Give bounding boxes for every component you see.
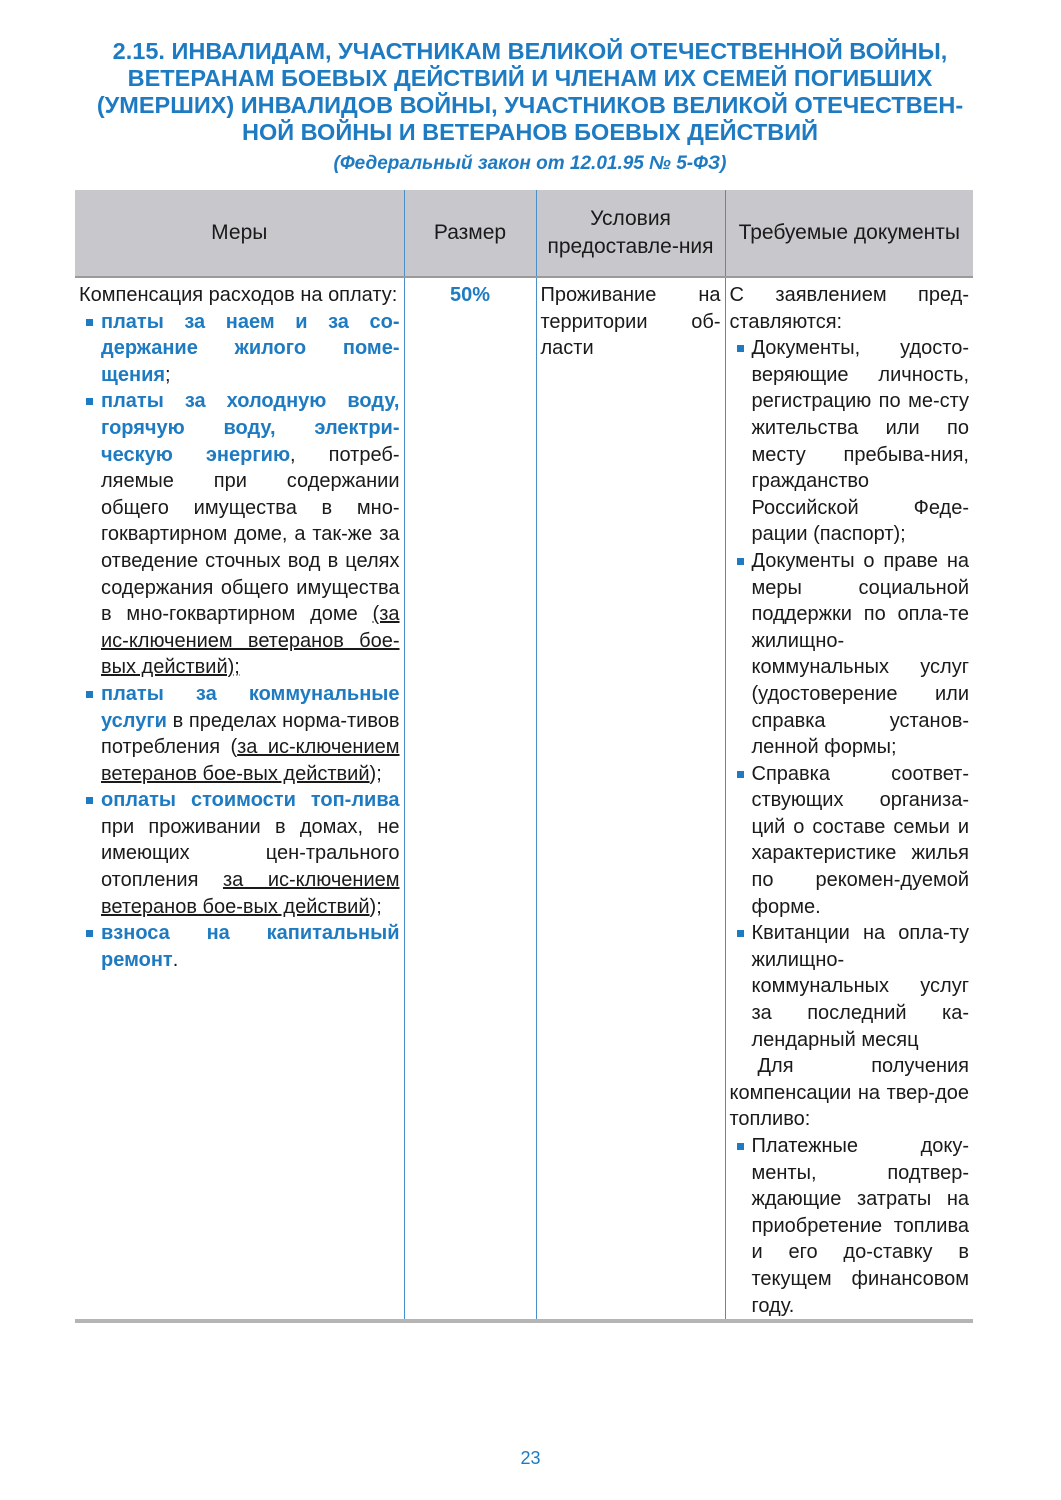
fuel-documents-list (730, 1133, 970, 1319)
measures-list (79, 309, 400, 974)
law-reference: (Федеральный закон от 12.01.95 № 5-ФЗ) (333, 153, 727, 174)
section-title-line-1: 2.15. ИНВАЛИДАМ, УЧАСТНИКАМ ВЕЛИКОЙ ОТЕЧЕСТВЕННОЙ ВОЙНЫ, (112, 38, 948, 64)
measure-item-text: . (172, 948, 179, 971)
table-row (75, 277, 973, 1321)
section-title (70, 38, 990, 146)
measure-item-title: оплаты стоимости топ-лива (101, 789, 400, 812)
document-item: Документы о праве на меры социальной поддержки по опла-те жилищно-коммунальных услуг (удостоверение или справка установ-ленной формы; (730, 548, 970, 761)
header-documents: Требуемые документы (725, 190, 973, 277)
section-title-line-4: НОЙ ВОЙНЫ И ВЕТЕРАНОВ БОЕВЫХ ДЕЙСТВИЙ (242, 119, 818, 145)
table-header-row (75, 190, 973, 277)
measure-item-title: платы за наем и за со-держание жилого поме-щения (101, 310, 400, 386)
measure-item-text: при проживании в домах, не имеющих цен-трального отопления (101, 815, 400, 892)
size-cell: 50% (404, 277, 536, 1321)
measure-item (79, 681, 400, 787)
measure-item-title: взноса на капитальный ремонт (101, 922, 400, 971)
measure-item-tail: ); (369, 762, 382, 785)
measure-item (79, 787, 400, 920)
measure-item-title: платы за коммунальные услуги (101, 682, 400, 732)
section-title-line-3: (УМЕРШИХ) ИНВАЛИДОВ ВОЙНЫ, УЧАСТНИКОВ ВЕЛИКОЙ ОТЕЧЕСТВЕН- (96, 92, 964, 118)
documents-list (730, 335, 970, 1053)
conditions-cell: Проживание на территории об-ласти (536, 277, 725, 1321)
measure-item (79, 920, 400, 973)
measure-item (79, 388, 400, 681)
page-number: 23 (520, 1448, 541, 1468)
measure-item-text: , потреб-ляемые при содержании общего имущества в мно-гоквартирном доме, а так-же за отведение сточных вод в целях содержания общего имущества в мно-гоквартирном доме (101, 443, 400, 626)
fuel-intro: Для получения компенсации на твер-дое топливо: (729, 1055, 969, 1131)
measure-item-exclusion: (за ис-ключением ветеранов бое-вых действий); (101, 603, 400, 679)
document-item: Платежные доку-менты, подтвер-ждающие затраты на приобретение топлива и его до-ставку в текущем финансовом году. (730, 1133, 970, 1319)
header-conditions: Условия предоставле-ния (536, 190, 725, 277)
measure-item (79, 309, 400, 389)
documents-intro: С заявлением пред-ставляются: (729, 284, 969, 333)
measure-item-text: ; (165, 363, 171, 386)
measure-item-exclusion: за ис-ключением ветеранов бое-вых действий (101, 736, 400, 785)
measure-item-exclusion: за ис-ключением ветеранов бое-вых действий (101, 869, 400, 918)
documents-cell (725, 277, 973, 1321)
document-item: Справка соответ-ствующих организа-ций о составе семьи и характеристике жилья по рекомен-дуемой форме. (730, 761, 970, 921)
measure-item-text: в пределах норма-тивов потребления ( (101, 709, 400, 759)
document-item: Документы, удосто-веряющие личность, регистрацию по ме-сту жительства или по месту пребыва-ния, гражданство Российской Феде-рации (паспорт); (730, 335, 970, 548)
measure-item-tail: ); (369, 895, 382, 918)
document-item: Квитанции на опла-ту жилищно-коммунальных услуг за последний ка-лендарный месяц (730, 920, 970, 1053)
measures-table (75, 190, 973, 1323)
header-size: Размер (404, 190, 536, 277)
header-measures: Меры (75, 190, 404, 277)
measures-cell (75, 277, 404, 1321)
section-title-line-2: ВЕТЕРАНАМ БОЕВЫХ ДЕЙСТВИЙ И ЧЛЕНАМ ИХ СЕМЕЙ ПОГИБШИХ (127, 65, 933, 91)
measure-item-title: платы за холодную воду, горячую воду, электри-ческую энергию (101, 390, 400, 466)
measures-intro: Компенсация расходов на оплату: (79, 284, 398, 306)
